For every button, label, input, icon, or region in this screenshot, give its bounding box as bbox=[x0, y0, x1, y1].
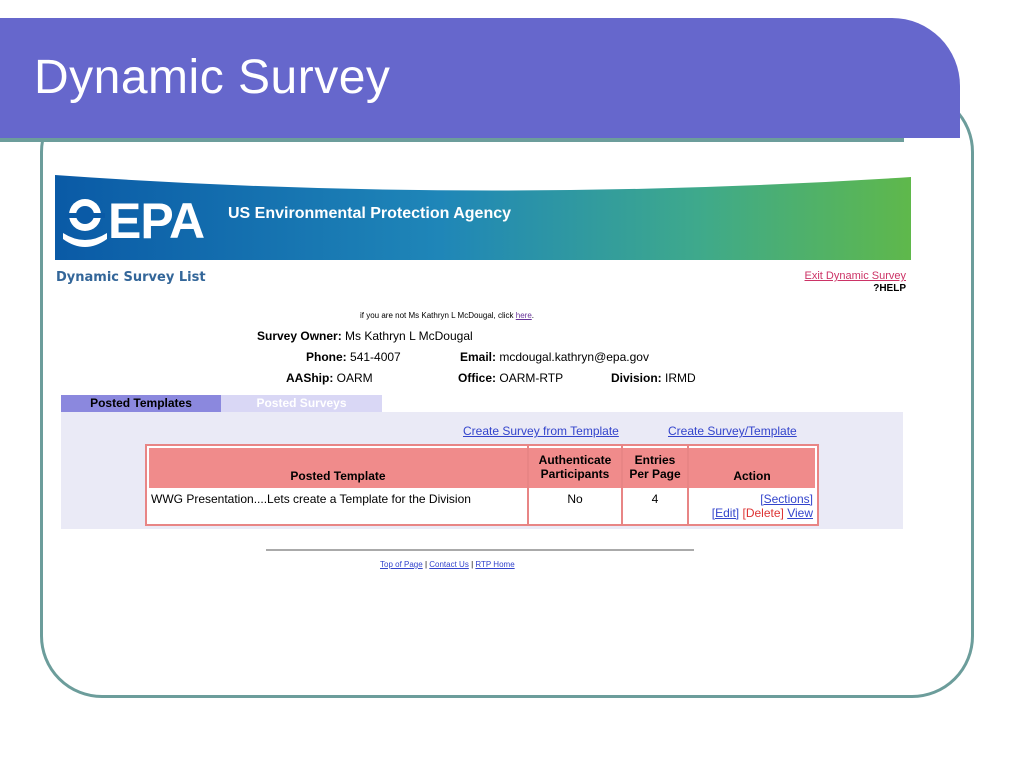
header-authenticate bbox=[529, 448, 621, 488]
header-auth-line2: Participants bbox=[540, 467, 610, 481]
create-survey-template-link[interactable]: Create Survey/Template bbox=[668, 424, 797, 438]
tab-posted-templates[interactable]: Posted Templates bbox=[61, 395, 221, 412]
top-of-page-link[interactable]: Top of Page bbox=[380, 560, 423, 569]
notice-here-link[interactable]: here bbox=[515, 311, 532, 320]
footer-links bbox=[380, 560, 515, 569]
header-auth-line1: Authenticate bbox=[538, 453, 612, 467]
survey-list-title: Dynamic Survey List bbox=[56, 270, 206, 285]
row-authenticate: No bbox=[567, 492, 583, 506]
office-label: Office: bbox=[458, 371, 497, 385]
slide-title-bar bbox=[0, 18, 960, 138]
notice-text: if you are not Ms Kathryn L McDougal, click bbox=[360, 311, 516, 320]
division-value: IRMD bbox=[665, 371, 696, 385]
edit-link[interactable]: [Edit] bbox=[711, 506, 740, 520]
aaship-label: AAShip: bbox=[286, 371, 334, 385]
create-survey-from-template-link[interactable]: Create Survey from Template bbox=[463, 424, 619, 438]
rtp-home-link[interactable]: RTP Home bbox=[475, 560, 515, 569]
email-row bbox=[460, 350, 649, 364]
agency-name: US Environmental Protection Agency bbox=[228, 205, 512, 222]
footer-sep: | bbox=[471, 560, 474, 569]
exit-survey-link[interactable]: Exit Dynamic Survey bbox=[804, 270, 906, 282]
survey-owner-label: Survey Owner: bbox=[257, 329, 342, 343]
footer-sep: | bbox=[424, 560, 428, 569]
user-notice bbox=[360, 311, 534, 320]
survey-owner-value: Ms Kathryn L McDougal bbox=[345, 329, 473, 343]
contact-us-link[interactable]: Contact Us bbox=[429, 560, 469, 569]
aaship-row bbox=[286, 371, 373, 385]
office-value: OARM-RTP bbox=[499, 371, 564, 385]
survey-owner-row bbox=[257, 329, 473, 343]
title-underline bbox=[0, 138, 904, 142]
row-template-name: WWG Presentation....Lets create a Template for the Division bbox=[151, 492, 471, 506]
notice-suffix: . bbox=[531, 311, 535, 320]
sections-link[interactable]: [Sections] bbox=[760, 492, 813, 506]
slide-title: Dynamic Survey bbox=[34, 51, 391, 104]
header-entries bbox=[623, 448, 687, 488]
row-actions bbox=[689, 492, 813, 520]
epa-logo: EPA bbox=[108, 193, 205, 249]
aaship-value: OARM bbox=[336, 371, 373, 385]
phone-label: Phone: bbox=[306, 350, 347, 364]
view-link[interactable]: View bbox=[787, 506, 813, 520]
header-action: Action bbox=[689, 448, 815, 488]
tab-posted-surveys[interactable]: Posted Surveys bbox=[221, 395, 382, 412]
help-button[interactable] bbox=[873, 283, 906, 294]
phone-value: 541-4007 bbox=[350, 350, 401, 364]
row-entries: 4 bbox=[651, 492, 659, 506]
delete-link[interactable]: [Delete] bbox=[742, 506, 784, 520]
phone-row bbox=[306, 350, 401, 364]
question-icon: ? bbox=[873, 283, 880, 294]
email-value: mcdougal.kathryn@epa.gov bbox=[499, 350, 649, 364]
header-entries-line1: Entries bbox=[634, 453, 676, 467]
header-entries-line2: Per Page bbox=[629, 467, 681, 481]
help-label: HELP bbox=[879, 283, 906, 294]
email-label: Email: bbox=[460, 350, 497, 364]
division-row bbox=[611, 371, 696, 385]
division-label: Division: bbox=[611, 371, 662, 385]
templates-table bbox=[145, 444, 819, 526]
footer-divider bbox=[266, 549, 694, 551]
office-row bbox=[458, 371, 563, 385]
header-posted-template: Posted Template bbox=[149, 448, 527, 488]
